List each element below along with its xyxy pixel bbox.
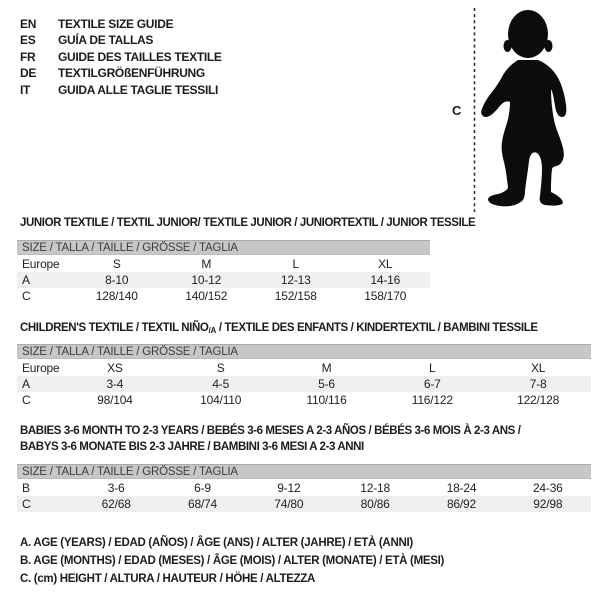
row-label: C [22,289,31,303]
value-cell: 122/128 [517,393,560,407]
row-label: C [22,497,31,511]
value-cell: 10-12 [191,273,222,287]
value-cell: 14-16 [370,273,401,287]
children-title-post: / TEXTILE DES ENFANTS / KINDERTEXTIL / BAMBINI TESSILE [216,322,538,334]
value-cell: 128/140 [95,289,138,303]
table-row-c [17,496,591,512]
language-row [20,65,222,81]
column-header-europe: Europe [22,257,60,271]
column-header-row [17,360,591,376]
column-header-europe: Europe [22,361,60,375]
column-header-size: L [292,257,299,271]
language-code: FR [20,49,36,64]
value-cell: 18-24 [446,481,477,495]
language-code: ES [20,33,36,48]
children-title-sub: /A [208,326,217,335]
value-cell: 80/86 [360,497,390,511]
children-size-table [17,344,591,408]
language-label: TEXTILGRÖßENFÜHRUNG [58,66,205,81]
footnote-c: C. (cm) HEIGHT / ALTURA / HAUTEUR / HÖHE / ALTEZZA [20,573,316,585]
language-row [20,49,222,65]
column-header-size: M [321,361,332,375]
value-cell: 86/92 [446,497,476,511]
language-label: GUIDE DES TAILLES TEXTILE [58,49,222,64]
babies-title-line2: BABYS 3-6 MONATE BIS 2-3 JAHRE / BAMBINI 3-6 MESI A 2-3 ANNI [20,440,364,453]
column-header-size: S [216,361,225,375]
value-cell: 12-13 [280,273,311,287]
language-label: GUIDA ALLE TAGLIE TESSILI [58,82,219,97]
table-row-c [17,392,591,408]
language-list [20,16,222,98]
value-cell: 110/116 [306,393,347,407]
language-code: IT [20,82,31,97]
value-cell: 4-5 [212,377,230,391]
babies-title-line1: BABIES 3-6 MONTH TO 2-3 YEARS / BEBÉS 3-6 MESES A 2-3 AÑOS / BÉBÉS 3-6 MOIS À 2-3 ANS / [20,425,521,437]
value-cell: 7-8 [529,377,547,391]
column-header-size: M [201,257,212,271]
babies-table-title [20,424,580,455]
table-row-a [17,272,430,288]
value-cell: 92/98 [533,497,563,511]
value-cell: 68/74 [187,497,217,511]
table-row-b [17,480,591,496]
value-cell: 116/122 [411,393,453,407]
size-header-bar: SIZE / TALLA / TAILLE / GRÖSSE / TAGLIA [17,464,591,479]
footnote-a: A. AGE (YEARS) / EDAD (AÑOS) / ÂGE (ANS) / ALTER (JAHRE) / ETÀ (ANNI) [20,537,413,549]
size-header-bar: SIZE / TALLA / TAILLE / GRÖSSE / TAGLIA [17,344,591,359]
column-header-size: L [429,361,436,375]
footnotes [20,534,444,588]
row-label: A [22,377,30,391]
babies-size-table [17,464,591,512]
value-cell: 12-18 [360,481,390,495]
language-row [20,32,222,48]
junior-table-title: JUNIOR TEXTILE / TEXTIL JUNIOR/ TEXTILE JUNIOR / JUNIORTEXTIL / JUNIOR TESSILE [20,217,476,229]
value-cell: 140/152 [185,289,228,303]
language-code: EN [20,17,37,31]
baby-silhouette-icon [481,10,566,206]
column-header-size: XL [530,361,546,375]
language-code: DE [20,66,37,81]
table-row-c [17,288,430,304]
language-row [20,16,222,32]
value-cell: 9-12 [277,481,301,495]
column-header-size: S [112,257,121,271]
value-cell: 158/170 [364,289,407,303]
table-row-a [17,376,591,392]
junior-size-table [17,240,430,304]
language-row [20,82,222,98]
column-header-size: XS [107,361,123,375]
value-cell: 3-4 [106,377,124,391]
value-cell: 8-10 [105,273,129,287]
row-label: A [22,273,30,287]
language-label: GUÍA DE TALLAS [58,33,154,48]
baby-figure [440,0,600,216]
value-cell: 3-6 [107,481,125,495]
row-label: C [22,393,31,407]
size-header-bar: SIZE / TALLA / TAILLE / GRÖSSE / TAGLIA [17,240,430,255]
column-header-row [17,256,430,272]
value-cell: 74/80 [274,497,304,511]
measure-label-c: C [452,103,462,118]
value-cell: 24-36 [532,481,563,495]
value-cell: 6-7 [423,377,441,391]
value-cell: 5-6 [318,377,335,391]
row-label: B [22,481,30,495]
language-label: TEXTILE SIZE GUIDE [58,17,174,31]
value-cell: 62/68 [101,497,131,511]
value-cell: 152/158 [274,289,317,303]
value-cell: 6-9 [194,481,211,495]
children-table-title [20,321,538,339]
column-header-size: XL [378,257,393,271]
value-cell: 104/110 [200,393,242,407]
children-title-pre: CHILDREN'S TEXTILE / TEXTIL NIÑO [20,322,209,334]
value-cell: 98/104 [97,393,133,407]
footnote-b: B. AGE (MONTHS) / EDAD (MESES) / ÂGE (MOIS) / ALTER (MONATE) / ETÀ (MESI) [20,555,445,567]
